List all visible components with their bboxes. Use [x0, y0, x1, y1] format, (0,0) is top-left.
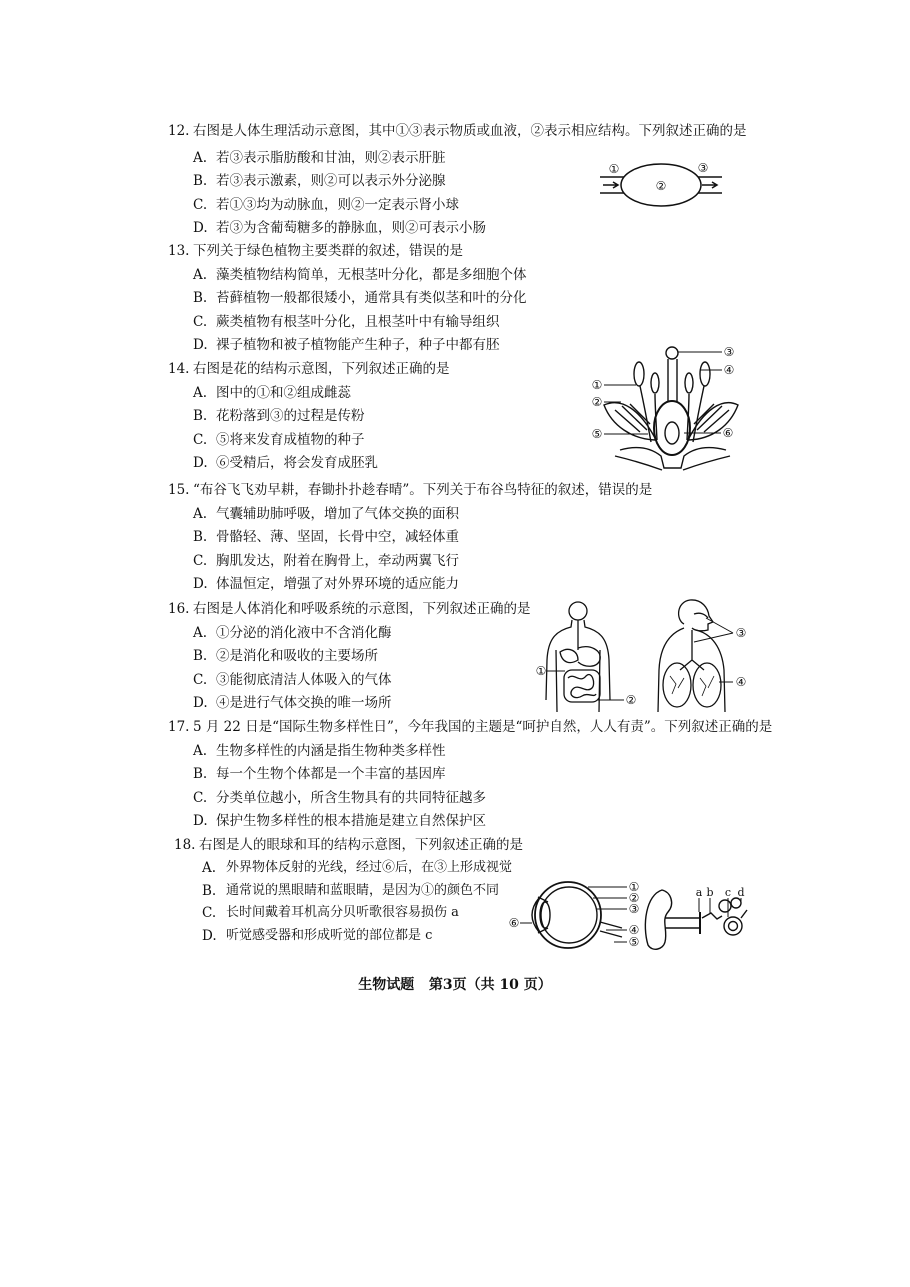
page-footer: 生物试题 第3页（共 10 页）: [358, 977, 552, 993]
label-5: ⑤: [628, 935, 640, 949]
option-letter: D.: [193, 695, 208, 712]
ear-figure: [645, 886, 747, 949]
q12-figure: [600, 161, 722, 206]
arrow-right-icon: [702, 182, 717, 188]
option-letter: C.: [193, 431, 208, 448]
option-text: 苔藓植物一般都很矮小，通常具有类似茎和叶的分化: [216, 290, 527, 307]
label-1: ①: [628, 880, 640, 894]
option-letter: B.: [193, 648, 208, 665]
label-1: ①: [591, 378, 603, 392]
head: [569, 602, 587, 620]
ovule: [665, 422, 679, 444]
label-3: ③: [735, 626, 747, 640]
option-letter: D.: [193, 220, 208, 237]
receptacle: [615, 448, 730, 470]
head-profile: [679, 600, 713, 631]
style: [668, 359, 677, 402]
option-letter: D.: [193, 813, 208, 830]
outer-ear: [645, 890, 671, 949]
label-5: ⑤: [591, 427, 603, 441]
question-number: 15.: [168, 482, 190, 498]
label-4: ④: [723, 363, 735, 377]
label-4: ④: [628, 923, 640, 937]
option-letter: C.: [193, 313, 208, 330]
auditory-nerve: [741, 910, 747, 918]
label-3: ③: [723, 345, 735, 359]
lung-left: [663, 663, 691, 707]
option-letter: B.: [193, 408, 208, 425]
option-text: 长时间戴着耳机高分贝听歌很容易损伤 a: [226, 905, 459, 921]
option-text: 通常说的黑眼睛和蓝眼睛，是因为①的颜色不同: [226, 882, 500, 898]
option-text: ⑥受精后，将会发育成胚乳: [216, 455, 378, 472]
option-text: 骨骼轻、薄、坚固，长骨中空，减轻体重: [216, 529, 459, 546]
arrow-right-icon: [603, 182, 618, 188]
option-text: 裸子植物和被子植物能产生种子，种子中都有胚: [216, 337, 500, 354]
question-number: 14.: [168, 361, 190, 377]
question-text: “布谷飞飞劝早耕，春锄扑扑趁春晴”。下列关于布谷鸟特征的叙述，错误的是: [193, 482, 653, 498]
option-letter: C.: [193, 789, 208, 806]
label-c: c: [724, 886, 732, 899]
option-text: ①分泌的消化液中不含消化酶: [216, 624, 392, 641]
label-a: a: [695, 886, 703, 899]
label-d: d: [737, 886, 745, 899]
option-text: 保护生物多样性的根本措施是建立自然保护区: [216, 813, 486, 830]
ear-canal: [665, 918, 700, 928]
option-letter: D.: [193, 576, 208, 593]
option-letter: A.: [193, 266, 208, 283]
option-letter: C.: [193, 671, 208, 688]
question-number: 17.: [168, 719, 190, 735]
anther: [634, 362, 644, 386]
question-text: 右图是人体消化和呼吸系统的示意图，下列叙述正确的是: [193, 601, 531, 617]
label-3: ③: [697, 161, 709, 175]
option-letter: A.: [193, 742, 208, 759]
question-text: 右图是人体生理活动示意图，其中①③表示物质或血液，②表示相应结构。下列叙述正确的是: [193, 123, 747, 139]
option-text: 体温恒定，增强了对外界环境的适应能力: [216, 576, 459, 593]
option-letter: B.: [193, 290, 208, 307]
anther: [700, 362, 710, 386]
anther: [685, 373, 693, 393]
option-letter: D.: [193, 337, 208, 354]
leader-lines: [604, 352, 722, 434]
option-text: 若③表示脂肪酸和甘油，则②表示肝脏: [216, 149, 446, 166]
option-letter: B.: [193, 173, 208, 190]
lung-right: [693, 663, 721, 707]
label-6: ⑥: [722, 426, 734, 440]
label-1: ①: [608, 162, 620, 176]
question-text: 5 月 22 日是“国际生物多样性日”，今年我国的主题是“呵护自然，人人有责”。下列叙述正确的是: [193, 719, 773, 735]
option-text: 藻类植物结构简单，无根茎叶分化，都是多细胞个体: [216, 266, 527, 283]
option-text: 听觉感受器和形成听觉的部位都是 c: [226, 928, 433, 944]
q14-flower-figure: [592, 345, 738, 470]
label-b: b: [706, 886, 714, 899]
anther: [651, 373, 659, 393]
cochlea-inner: [729, 922, 738, 931]
option-letter: A.: [193, 149, 208, 166]
digestive-system-figure: [536, 602, 637, 712]
option-letter: B.: [193, 529, 208, 546]
semicircular-canal: [731, 898, 741, 908]
stamen-filament: [640, 386, 704, 442]
leader-lines: [694, 618, 733, 682]
option-text: 蕨类植物有根茎叶分化，且根茎叶中有输导组织: [216, 313, 500, 330]
option-letter: C.: [193, 552, 208, 569]
semicircular-canal: [719, 900, 731, 912]
eye-figure: [509, 880, 640, 949]
question-number: 16.: [168, 601, 190, 617]
option-text: 外界物体反射的光线，经过⑥后，在③上形成视觉: [226, 859, 513, 875]
option-letter: C.: [202, 905, 217, 922]
stomach: [578, 647, 600, 667]
option-text: 若①③均为动脉血，则②一定表示肾小球: [216, 196, 459, 213]
option-text: 胸肌发达，附着在胸骨上，牵动两翼飞行: [216, 552, 459, 569]
option-letter: B.: [193, 766, 208, 783]
label-3: ③: [628, 902, 640, 916]
lung-texture: [670, 676, 714, 696]
option-text: 若③为含葡萄糖多的静脉血，则②可表示小肠: [216, 220, 486, 237]
intestine-coils: [568, 675, 596, 698]
sclera: [535, 882, 601, 948]
label-2: ②: [628, 891, 640, 905]
trachea: [680, 630, 704, 670]
option-letter: A.: [202, 859, 217, 876]
option-letter: A.: [193, 624, 208, 641]
cochlea: [724, 917, 742, 935]
option-letter: D.: [193, 455, 208, 472]
intestine: [564, 670, 600, 702]
label-4: ④: [735, 675, 747, 689]
stigma: [666, 347, 678, 359]
q16-figure: [536, 600, 747, 712]
option-text: ⑤将来发育成植物的种子: [216, 431, 365, 448]
question-text: 右图是人的眼球和耳的结构示意图，下列叙述正确的是: [199, 837, 523, 853]
option-text: 图中的①和②组成雌蕊: [216, 384, 351, 401]
question-number: 13.: [168, 243, 190, 259]
label-2: ②: [625, 693, 637, 707]
option-text: 分类单位越小，所含生物具有的共同特征越多: [216, 789, 486, 806]
q18-figure: [509, 880, 747, 949]
liver: [560, 649, 578, 662]
option-text: ④是进行气体交换的唯一场所: [216, 695, 392, 712]
ossicles: [702, 913, 722, 919]
option-letter: A.: [193, 384, 208, 401]
label-2: ②: [655, 179, 667, 193]
option-letter: A.: [193, 505, 208, 522]
label-6: ⑥: [508, 916, 520, 930]
nasal-cavity: [694, 613, 708, 618]
option-text: 气囊辅助肺呼吸，增加了气体交换的面积: [216, 505, 459, 522]
option-letter: D.: [202, 928, 217, 945]
option-text: ③能彻底清洁人体吸入的气体: [216, 671, 392, 688]
respiratory-system-figure: [658, 600, 746, 712]
question-text: 下列关于绿色植物主要类群的叙述，错误的是: [193, 243, 463, 259]
option-letter: B.: [202, 882, 217, 899]
ovary: [654, 401, 690, 455]
option-text: 生物多样性的内涵是指生物种类多样性: [216, 742, 446, 759]
option-letter: C.: [193, 196, 208, 213]
question-number: 12.: [168, 123, 190, 139]
option-text: 若③表示激素，则②可以表示外分泌腺: [216, 173, 446, 190]
option-text: ②是消化和吸收的主要场所: [216, 648, 378, 665]
option-text: 每一个生物个体都是一个丰富的基因库: [216, 766, 446, 783]
option-text: 花粉落到③的过程是传粉: [216, 408, 365, 425]
label-1: ①: [535, 664, 547, 678]
label-2: ②: [591, 395, 603, 409]
question-number: 18.: [174, 837, 196, 853]
question-text: 右图是花的结构示意图，下列叙述正确的是: [193, 361, 450, 377]
leader-lines: [547, 671, 624, 700]
